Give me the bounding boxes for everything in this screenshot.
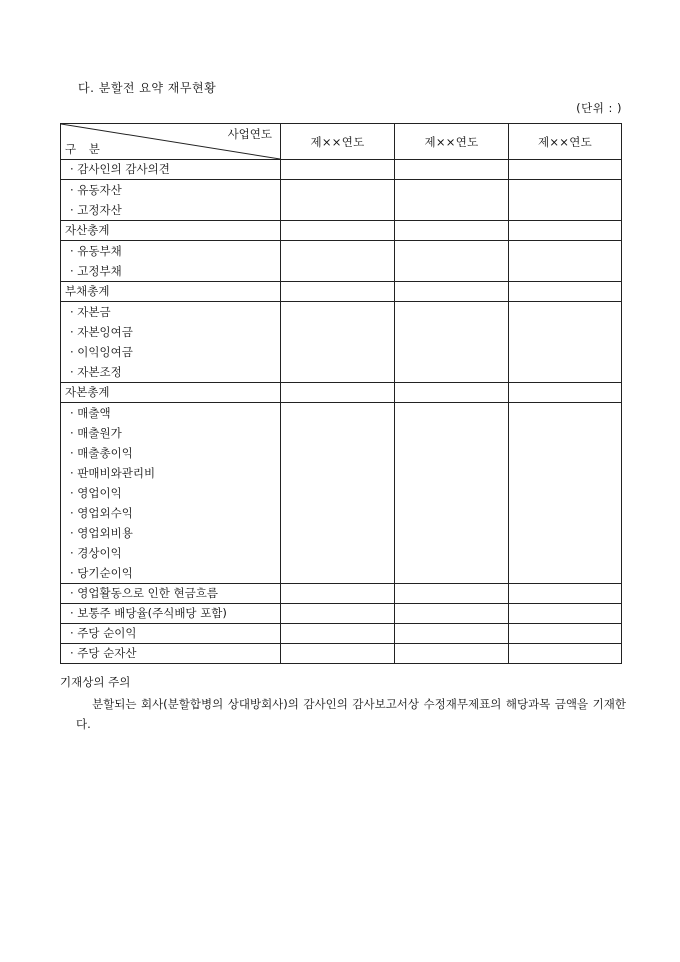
value-cell [509,644,622,664]
total-row [61,282,622,302]
value-cell [509,180,622,221]
value-cell [281,302,395,383]
value-cell [281,221,395,241]
year-header: 제××연도 [281,124,395,160]
value-cell [395,160,509,180]
row-label-cell [61,403,281,584]
value-cell [395,282,509,302]
corner-label-fiscal-year: 사업연도 [227,127,272,141]
value-cell [509,624,622,644]
row-label-cell [61,644,281,664]
total-label: 부채총계 [65,284,110,298]
item-label: · 주당 순이익 [70,626,137,640]
value-cell [281,644,395,664]
value-cell [281,180,395,221]
value-cell [281,403,395,584]
item-label: · 영업활동으로 인한 현금흐름 [70,586,218,600]
row-label-cell [61,160,281,180]
row-label-cell [61,302,281,383]
section-title: 다. 분할전 요약 재무현황 [78,81,217,95]
corner-label-category: 구 분 [65,142,100,156]
table-row [61,604,622,624]
table-row [61,302,622,383]
item-label: · 경상이익 [70,546,122,560]
value-cell [509,383,622,403]
value-cell [395,302,509,383]
total-row [61,383,622,403]
year-header: 제××연도 [395,124,509,160]
row-label-cell [61,180,281,221]
table-row [61,644,622,664]
item-label: · 당기순이익 [70,566,133,580]
item-label: · 영업외수익 [70,506,133,520]
table-header-row [61,124,622,160]
item-label: · 감사인의 감사의견 [70,162,170,176]
value-cell [509,302,622,383]
value-cell [281,383,395,403]
row-label-cell [61,383,281,403]
value-cell [509,241,622,282]
row-label-cell [61,624,281,644]
item-label: · 유동자산 [70,183,122,197]
value-cell [509,403,622,584]
row-label-cell [61,221,281,241]
value-cell [395,221,509,241]
item-label: · 주당 순자산 [70,646,137,660]
value-cell [509,160,622,180]
item-label: · 매출액 [70,406,111,420]
item-label: · 자본금 [70,305,111,319]
note-body: 분할되는 회사(분할합병의 상대방회사)의 감사인의 감사보고서상 수정재무제표의 해당과목 금액을 기재한다. [76,697,626,731]
value-cell [509,604,622,624]
row-label-cell [61,584,281,604]
item-label: · 매출총이익 [70,446,133,460]
row-label-cell [61,282,281,302]
item-label: · 판매비와관리비 [70,466,156,480]
table-row [61,584,622,604]
value-cell [509,282,622,302]
value-cell [395,383,509,403]
value-cell [281,282,395,302]
total-label: 자본총계 [65,385,110,399]
table-row [61,160,622,180]
year-header: 제××연도 [509,124,622,160]
row-label-cell [61,241,281,282]
row-label-cell [61,604,281,624]
value-cell [395,403,509,584]
financial-summary-table [60,123,622,664]
item-label: · 보통주 배당율(주식배당 포함) [70,606,227,620]
value-cell [281,624,395,644]
value-cell [281,584,395,604]
value-cell [281,241,395,282]
table-row [61,241,622,282]
note-heading: 기재상의 주의 [60,675,131,689]
value-cell [281,604,395,624]
value-cell [395,644,509,664]
total-label: 자산총계 [65,223,110,237]
value-cell [509,584,622,604]
table-row [61,624,622,644]
item-label: · 영업외비용 [70,526,133,540]
item-label: · 유동부채 [70,244,122,258]
unit-label: (단위 : ) [576,101,622,115]
value-cell [395,624,509,644]
item-label: · 매출원가 [70,426,122,440]
item-label: · 고정부채 [70,264,122,278]
value-cell [395,241,509,282]
item-label: · 고정자산 [70,203,122,217]
item-label: · 영업이익 [70,486,122,500]
value-cell [509,221,622,241]
corner-header-cell [61,124,281,160]
item-label: · 자본잉여금 [70,325,133,339]
table-row [61,180,622,221]
table-row [61,403,622,584]
value-cell [395,604,509,624]
value-cell [395,584,509,604]
value-cell [281,160,395,180]
item-label: · 자본조정 [70,365,122,379]
total-row [61,221,622,241]
value-cell [395,180,509,221]
item-label: · 이익잉여금 [70,345,133,359]
